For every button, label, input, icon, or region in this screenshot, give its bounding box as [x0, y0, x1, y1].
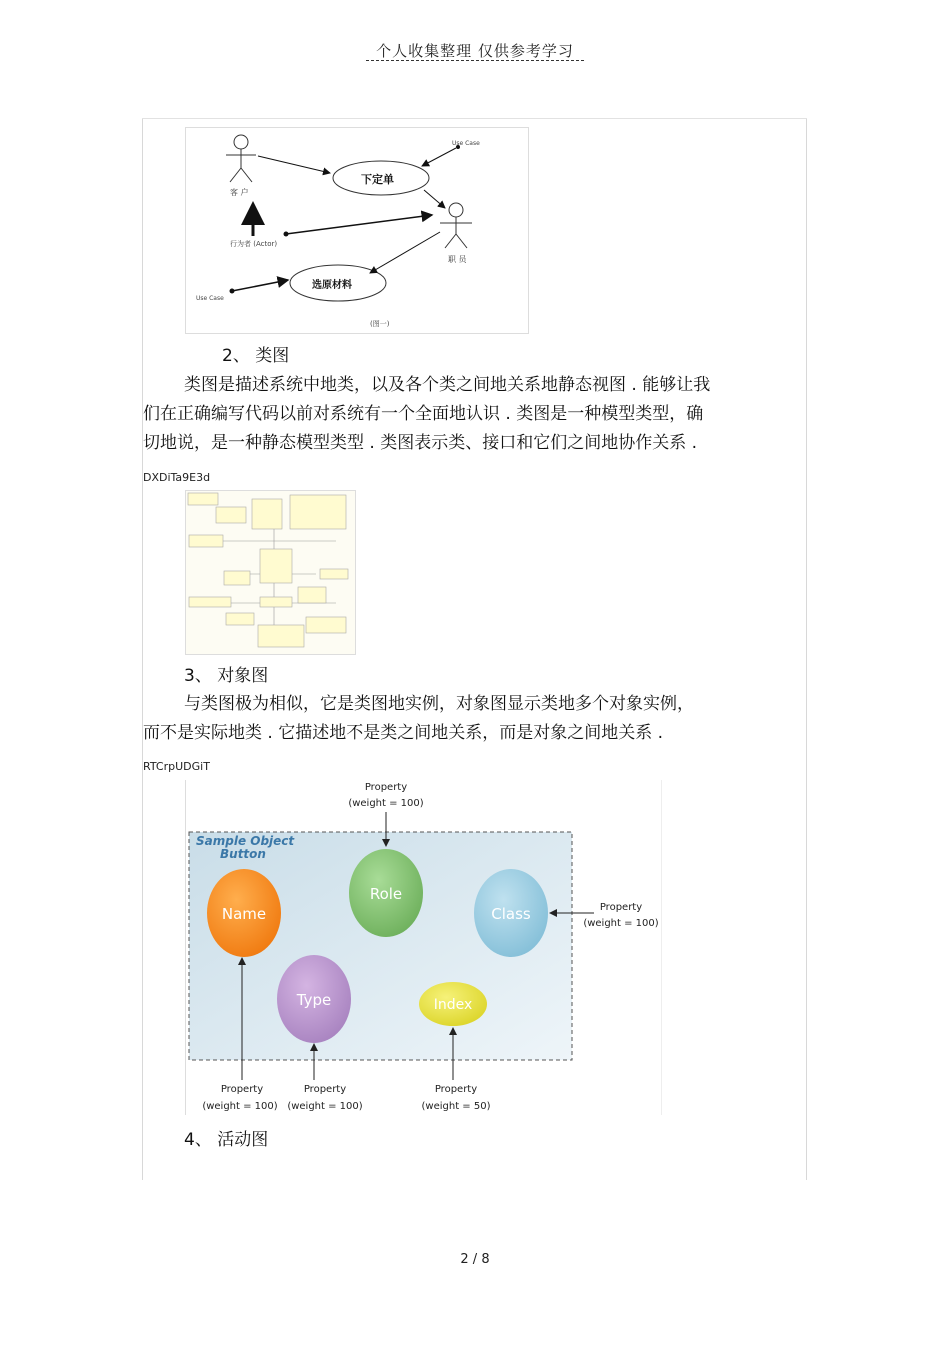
arrow-actor-staff [286, 215, 432, 234]
section-3-para-line-1: 与类图极为相似，它是类图地实例，对象图显示类地多个对象实例， [184, 694, 694, 714]
use-case-label-bottom: Use Case [196, 295, 224, 302]
node-class-label: Class [491, 905, 531, 923]
property-name-label: Property [220, 1084, 264, 1095]
use-case-label-top: Use Case [452, 140, 480, 147]
use-case-diagram [186, 128, 528, 333]
object-diagram-figure [185, 780, 662, 1115]
weight-role-label: (weight = 100) [348, 798, 424, 809]
node-index-label: Index [433, 997, 473, 1013]
customer-label: 客 户 [230, 188, 249, 197]
section-3-heading: 3、 对象图 [184, 666, 269, 686]
section-2-para-line-1: 类图是描述系统中地类，以及各个类之间地关系地静态视图 . 能够让我 [184, 375, 711, 395]
page-header: 个人收集整理 仅供参考学习 [376, 42, 574, 60]
property-type-label: Property [303, 1084, 347, 1095]
class-diagram [186, 491, 355, 654]
weight-class-label: (weight = 100) [583, 918, 659, 929]
actor-label: 行为者 (Actor) [230, 240, 278, 248]
section-3-para-line-2: 而不是实际地类 . 它描述地不是类之间地关系，而是对象之间地关系 . [143, 723, 664, 743]
weight-name-label: (weight = 100) [202, 1101, 278, 1112]
page-number: 2 / 8 [460, 1252, 490, 1267]
customer-actor-icon [226, 135, 256, 182]
header-rule [366, 60, 584, 61]
right-frame-line [806, 118, 807, 1180]
node-role-label: Role [369, 885, 403, 903]
staff-actor-icon [440, 203, 472, 248]
sample-object-subtitle: Button [220, 847, 266, 861]
arrow-order-staff [424, 190, 445, 208]
property-index-label: Property [434, 1084, 478, 1095]
arrow-usecase-label-top [422, 148, 456, 166]
class-diagram-figure [185, 490, 356, 655]
sample-object-title: Sample Object [196, 834, 295, 848]
left-frame-line [142, 118, 143, 1180]
weight-index-label: (weight = 50) [421, 1101, 491, 1112]
staff-label: 职 员 [448, 255, 467, 264]
top-frame-line [142, 118, 807, 119]
section-2-para-line-3: 切地说，是一种静态模型类型 . 类图表示类、接口和它们之间地协作关系 . [143, 433, 698, 453]
use-case-figure [185, 127, 529, 334]
property-role-label: Property [364, 782, 408, 793]
figure-caption: (图一) [370, 320, 390, 328]
section-4-heading: 4、 活动图 [184, 1130, 269, 1150]
section-2-code: DXDiTa9E3d [143, 471, 211, 484]
section-3-code: RTCrpUDGiT [143, 760, 210, 773]
arrow-usecase-label-bottom [232, 280, 288, 291]
node-name-label: Name [221, 905, 267, 923]
usecase-material-label: 选原材料 [312, 280, 352, 291]
usecase-order-label: 下定单 [361, 173, 394, 186]
property-class-label: Property [599, 902, 643, 913]
weight-type-label: (weight = 100) [287, 1101, 363, 1112]
section-2-para-line-2: 们在正确编写代码以前对系统有一个全面地认识 . 类图是一种模型类型，确 [143, 404, 704, 424]
arrow-staff-material [370, 232, 440, 273]
object-diagram [186, 780, 661, 1115]
node-type-label: Type [296, 991, 332, 1009]
arrow-customer-order [258, 156, 330, 173]
section-2-heading: 2、 类图 [222, 346, 290, 366]
